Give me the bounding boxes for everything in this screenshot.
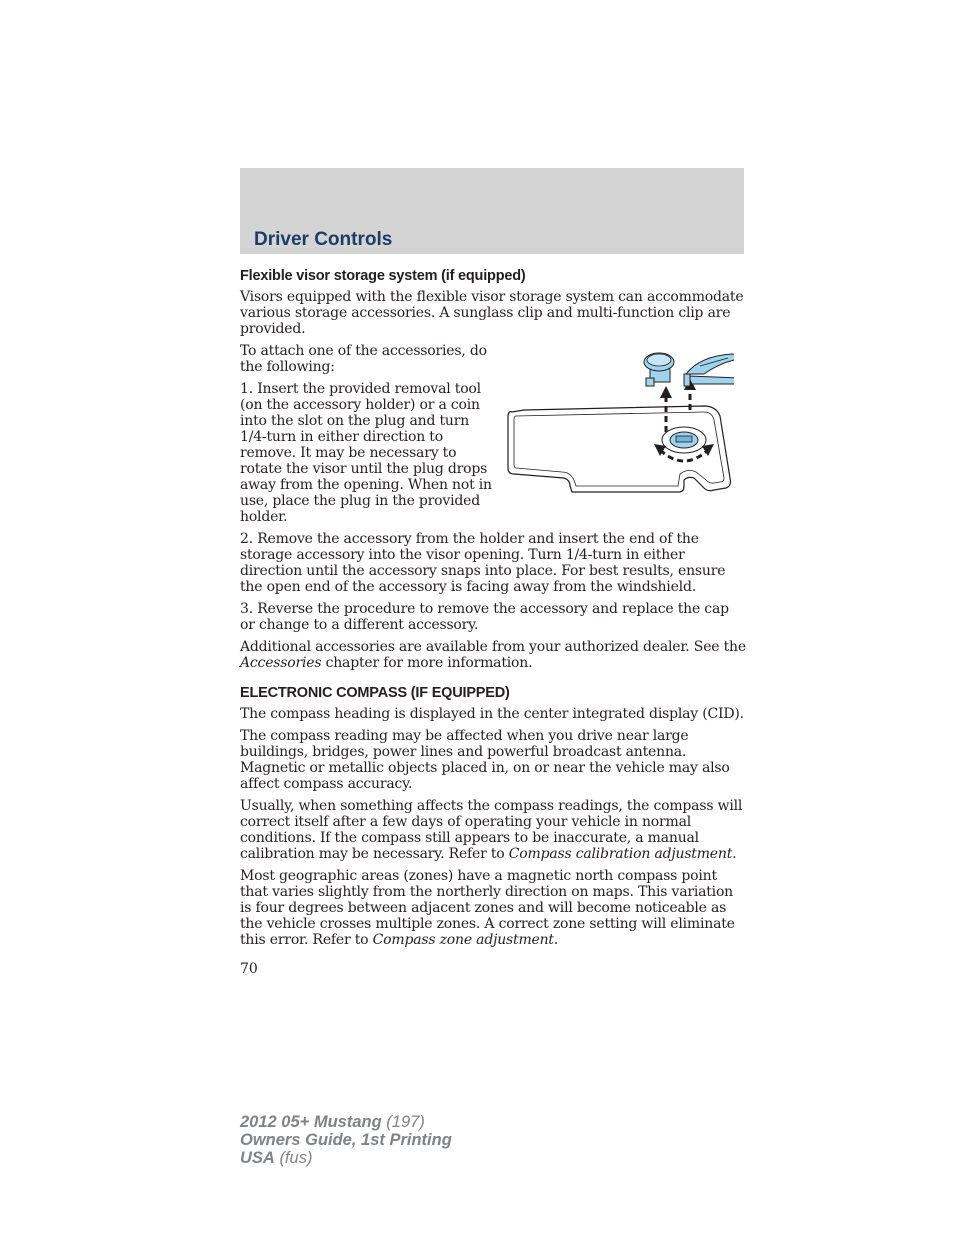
compass-p2: The compass reading may be affected when you drive near large buildings, bridges, power lines and powerful broadcast antenna. Magnetic or metallic objects placed in, on or near the vehicle may also affect compass accuracy. bbox=[240, 728, 730, 792]
sunglass-clip-icon bbox=[684, 354, 734, 386]
section-header bbox=[240, 168, 744, 254]
visor-heading: Flexible visor storage system (if equipped) bbox=[240, 268, 526, 284]
accessories-reference: Accessories bbox=[240, 655, 322, 671]
zone-reference: Compass zone adjustment bbox=[372, 932, 554, 948]
step-2: 2. Remove the accessory from the holder and insert the end of the storage accessory into the visor opening. Turn 1/4-turn in either direction until the accessory snaps into place. For best results, ensure the open end of the accessory is facing away from the windshield. bbox=[240, 531, 726, 595]
visor-intro: Visors equipped with the flexible visor storage system can accommodate various storage accessories. A sunglass clip and multi-function clip are provided. bbox=[240, 289, 744, 337]
compass-p3: Usually, when something affects the compass readings, the compass will correct itself after a few days of operating your vehicle in normal conditions. If the compass still appears to be inaccurate, a manual calibration may be necessary. Refer to Compass calibration adjustment. bbox=[240, 798, 743, 862]
compass-p4: Most geographic areas (zones) have a magnetic north compass point that varies slightly from the northerly direction on maps. This variation is four degrees between adjacent zones and will become noticeable as the vehicle crosses multiple zones. A correct zone setting will eliminate this error. Refer to Compass zone adjustment. bbox=[240, 868, 735, 948]
visor-plug-icon bbox=[644, 353, 674, 386]
footer-line-2: Owners Guide, 1st Printing bbox=[240, 1131, 452, 1149]
compass-heading: ELECTRONIC COMPASS (IF EQUIPPED) bbox=[240, 685, 510, 701]
attach-paragraph: To attach one of the accessories, do the following: bbox=[240, 343, 487, 375]
additional-accessories: Additional accessories are available from your authorized dealer. See the Accessories chapter for more information. bbox=[240, 639, 746, 671]
step-3: 3. Reverse the procedure to remove the accessory and replace the cap or change to a different accessory. bbox=[240, 601, 729, 633]
step-1: 1. Insert the provided removal tool (on the accessory holder) or a coin into the slot on the plug and turn 1/4-turn in either direction to remove. It may be necessary to rotate the visor until the plug drops away from the opening. When not in use, place the plug in the provided holder. bbox=[240, 381, 492, 525]
footer bbox=[240, 1113, 452, 1167]
footer-line-1: 2012 05+ Mustang (197) bbox=[240, 1113, 425, 1131]
footer-line-3: USA (fus) bbox=[240, 1149, 313, 1167]
compass-p1: The compass heading is displayed in the center integrated display (CID). bbox=[240, 706, 744, 722]
page-number: 70 bbox=[240, 961, 258, 977]
calibration-reference: Compass calibration adjustment bbox=[508, 846, 733, 862]
visor-storage-illustration bbox=[504, 350, 734, 495]
section-title: Driver Controls bbox=[254, 229, 393, 250]
